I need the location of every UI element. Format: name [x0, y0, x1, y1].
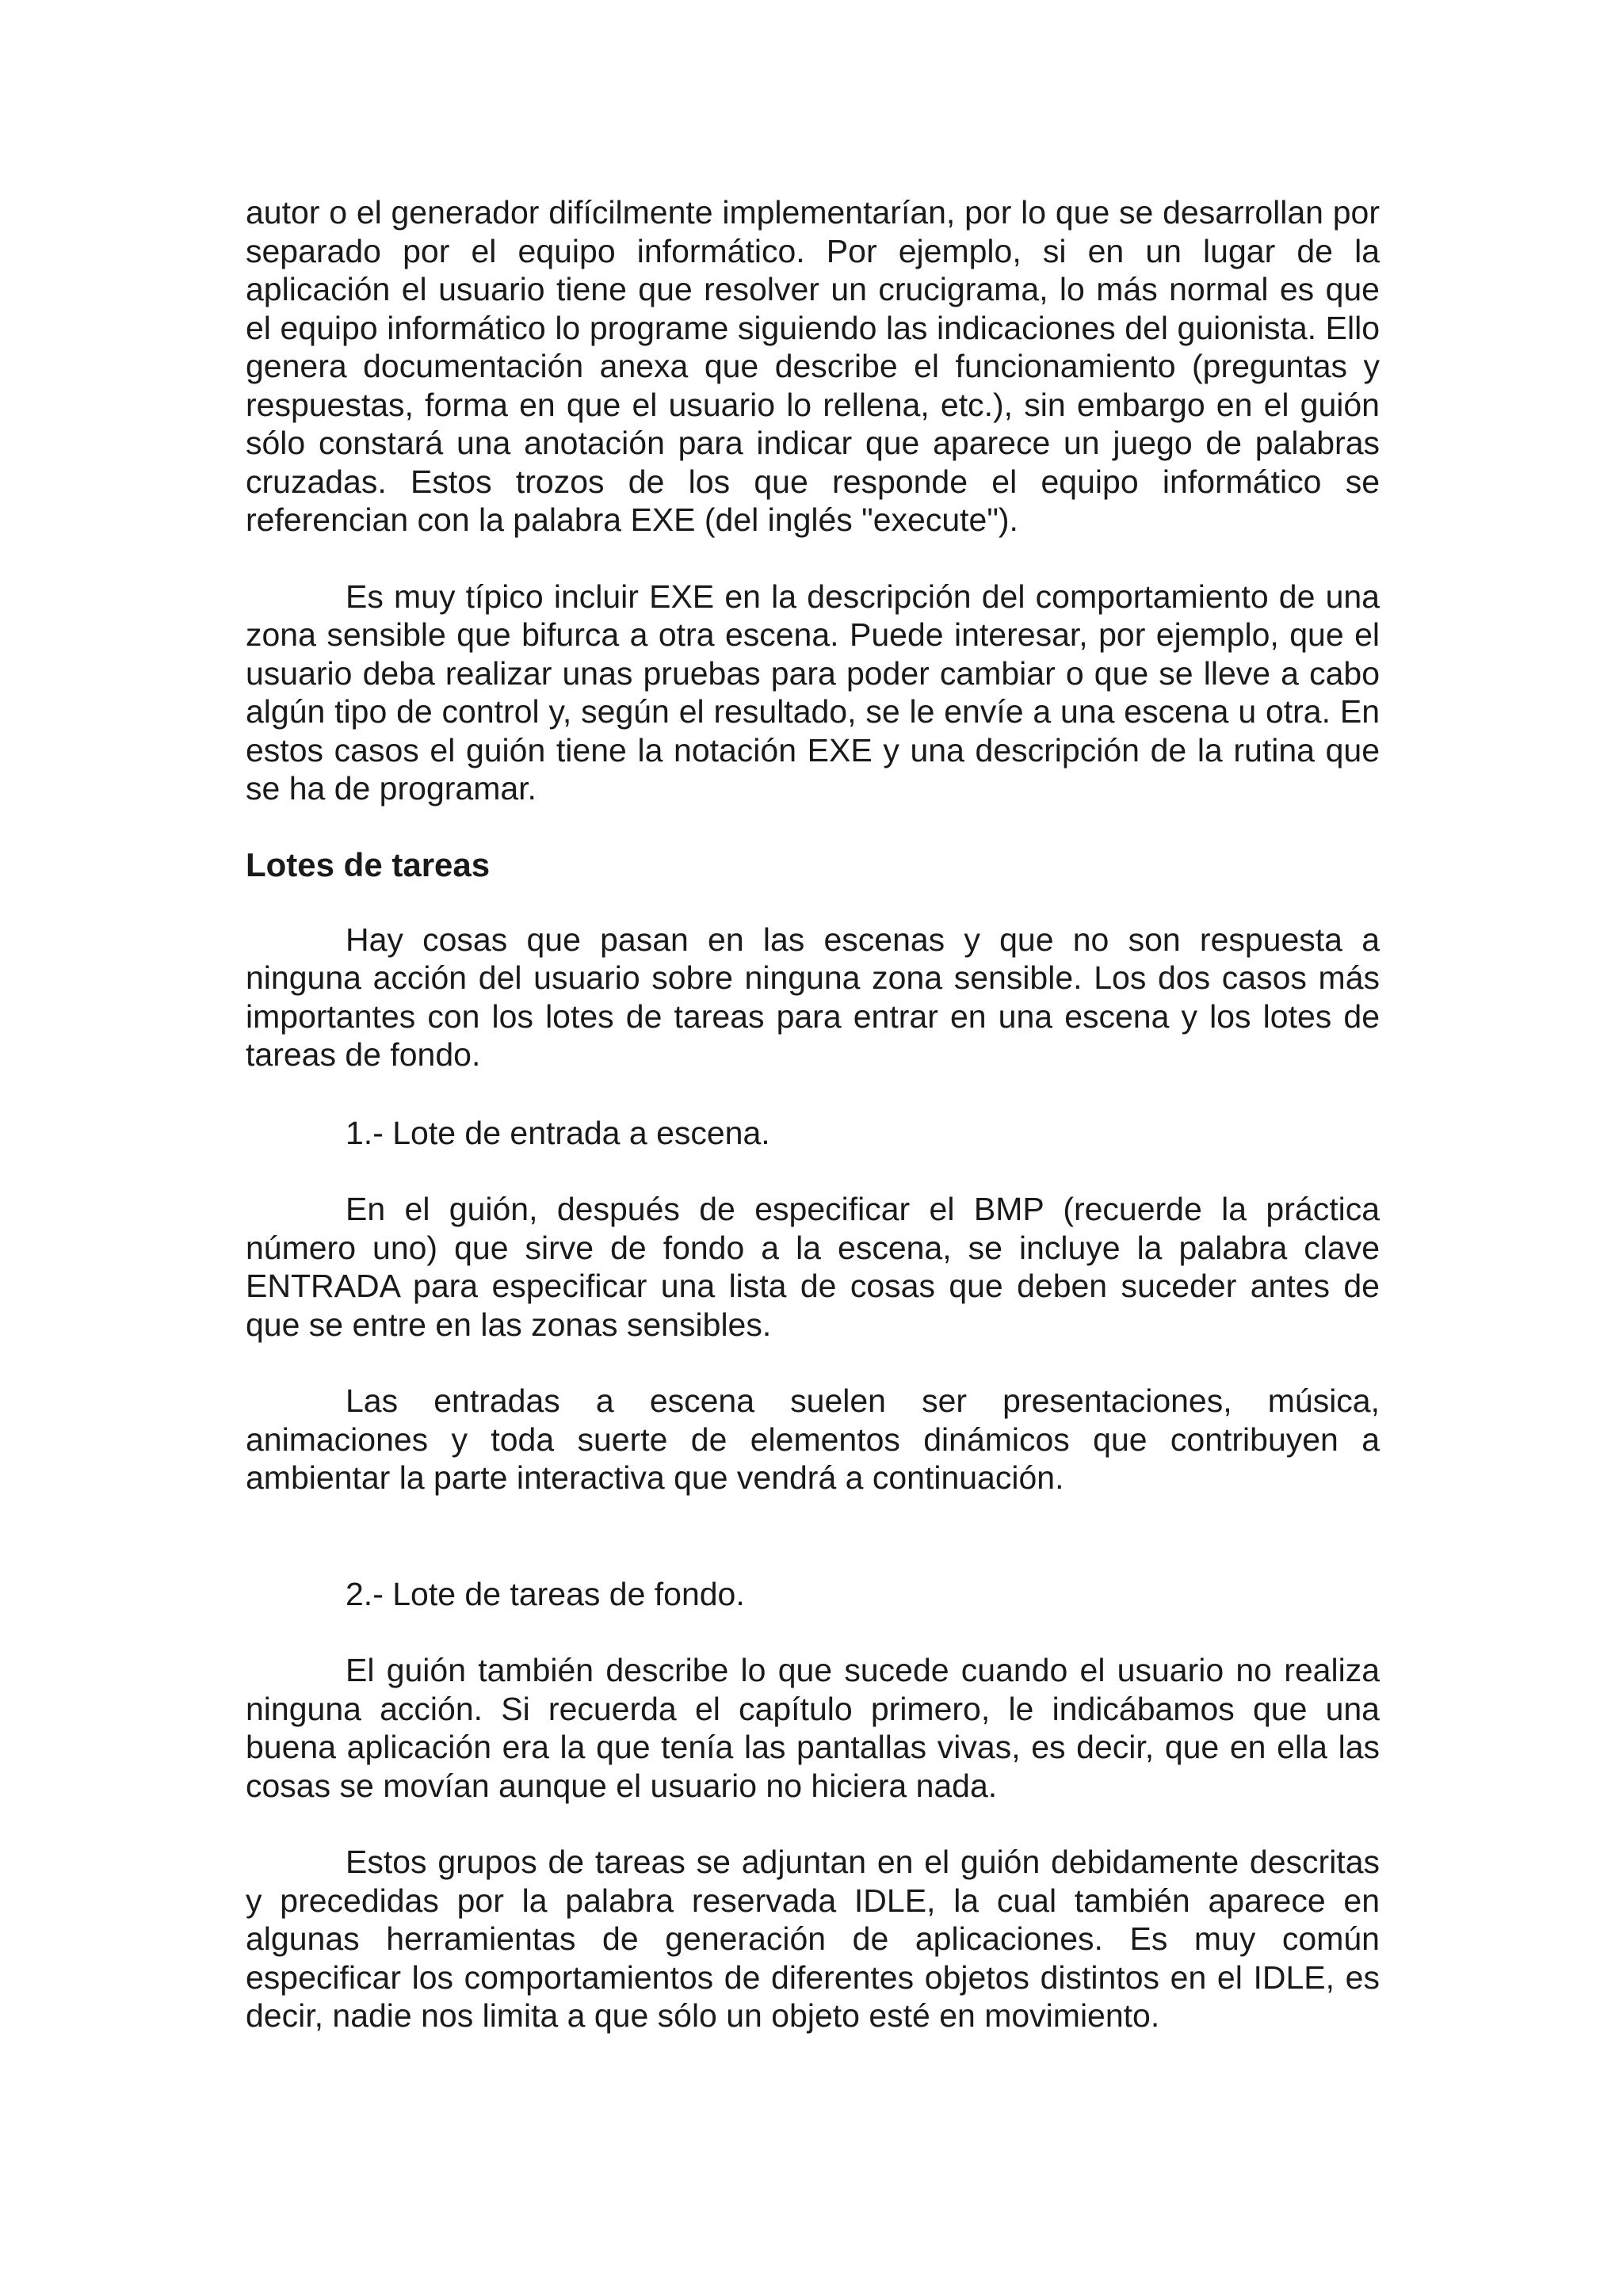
- paragraph-exe-intro: autor o el generador difícilmente implementarían, por lo que se desarrollan por separado por el equipo informático. Por ejemplo, si en un lugar de la aplicación el usuario tiene que resolver un crucigrama, lo más normal es que el equipo informático lo programe siguiendo las indicaciones del guionista. Ello genera documentación anexa que describe el funcionamiento (preguntas y respuestas, forma en que el usuario lo rellena, etc.), sin embargo en el guión sólo constará una anotación para indicar que aparece un juego de palabras cruzadas. Estos trozos de los que responde el equipo informático se referencian con la palabra EXE (del inglés "execute").: [246, 194, 1380, 538]
- list-item-lote-fondo: 2.- Lote de tareas de fondo.: [346, 1575, 745, 1612]
- paragraph-entrada-examples: Las entradas a escena suelen ser presentaciones, música, animaciones y toda suerte de elementos dinámicos que contribuyen a ambientar la parte interactiva que vendrá a continuación.: [246, 1383, 1380, 1496]
- document-page: [246, 193, 1380, 2035]
- paragraph-idle-description: Estos grupos de tareas se adjuntan en el guión debidamente descritas y precedidas por la palabra reservada IDLE, la cual también aparece en algunas herramientas de generación de aplicaciones. Es muy común especificar los comportamientos de diferentes objetos distintos en el IDLE, es decir, nadie nos limita a que sólo un objeto esté en movimiento.: [246, 1844, 1380, 2034]
- paragraph-fondo-description: El guión también describe lo que sucede cuando el usuario no realiza ninguna acción. Si recuerda el capítulo primero, le indicábamos que una buena aplicación era la que tenía las pantallas vivas, es decir, que en ella las cosas se movían aunque el usuario no hiciera nada.: [246, 1652, 1380, 1804]
- paragraph-exe-usage: Es muy típico incluir EXE en la descripción del comportamiento de una zona sensible que bifurca a otra escena. Puede interesar, por ejemplo, que el usuario deba realizar unas pruebas para poder cambiar o que se lleve a cabo algún tipo de control y, según el resultado, se le envíe a una escena u otra. En estos casos el guión tiene la notación EXE y una descripción de la rutina que se ha de programar.: [246, 578, 1380, 807]
- list-item-lote-entrada: 1.- Lote de entrada a escena.: [346, 1114, 770, 1151]
- paragraph-lotes-intro: Hay cosas que pasan en las escenas y que no son respuesta a ninguna acción del usuario sobre ninguna zona sensible. Los dos casos más importantes con los lotes de tareas para entrar en una escena y los lotes de tareas de fondo.: [246, 921, 1380, 1073]
- paragraph-entrada-description: En el guión, después de especificar el BMP (recuerde la práctica número uno) que sirve de fondo a la escena, se incluye la palabra clave ENTRADA para especificar una lista de cosas que deben suceder antes de que se entre en las zonas sensibles.: [246, 1191, 1380, 1343]
- section-heading-lotes-de-tareas: Lotes de tareas: [246, 845, 491, 883]
